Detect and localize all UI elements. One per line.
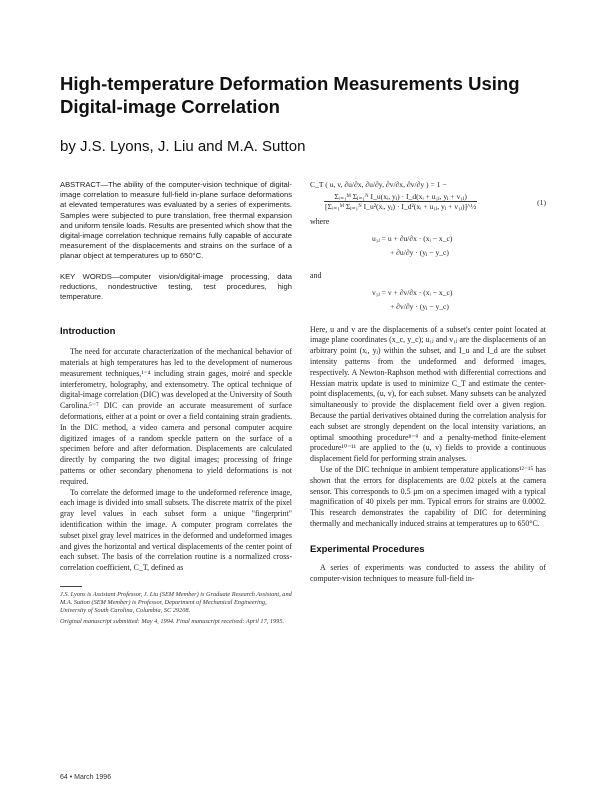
abstract-text: ABSTRACT—The ability of the computer-vision technique of digital-image correlation to measure full-field in-plane surface deformations at elevated temperatures was evaluated by a series of experiments. Samples were subjected to pure translation, free thermal expansion and uniform tensile loads. Results are presented which show that the digital-image correlation technique remains fully capable of accurate measurement of the displacements and strains on the surface of a planar object at temperatures up to 650°C. xyxy=(60,180,292,261)
introduction-paragraph-2: To correlate the deformed image to the undeformed reference image, each image is divided into small subsets. The discrete matrix of the pixel gray level values in each subset form a unique "fingerprint" identification within the image. A computer program correlates the subset pixel gray level matrices in the deformed and undeformed images and gives the horizontal and vertical displacements of the center point of each subset. The basis of the correlation routine is a normalized cross-correlation coefficient, C_T, defined as xyxy=(60,487,292,573)
equation-1-fraction xyxy=(324,192,477,211)
equation-1 xyxy=(310,180,546,211)
experimental-procedures-heading: Experimental Procedures xyxy=(310,543,425,555)
equation-1-numerator: Σᵢ₌₁ᴹ Σⱼ₌₁ᴺ I_u(xᵢ, yⱼ) · I_d(xᵢ + u₁ⱼ, yⱼ + v₁ⱼ) xyxy=(324,192,477,202)
and-label: and xyxy=(310,270,322,280)
right-column xyxy=(310,180,546,584)
page-footer: 64 • March 1996 xyxy=(60,774,112,781)
equation-u-line-1: u₁ⱼ = u + ∂u/∂x · (xᵢ − x_c) xyxy=(372,233,453,243)
right-paragraph-2: Use of the DIC technique in ambient temperature applications¹²⁻¹⁵ has shown that the errors for displacements are 0.02 pixels at the camera sensor. This corresponds to 0.5 μm on a specimen imaged with a typical magnification of 40 pixels per mm. Typical errors for strains are 0.0002. This research demonstrates the capability of DIC for determining thermally and mechanically induced strains at temperatures up to 650°C. xyxy=(310,464,546,528)
experimental-procedures-text: A series of experiments was conducted to assess the ability of computer-vision techniques to measure full-field in- xyxy=(310,562,546,583)
equation-u-displacement xyxy=(310,234,546,257)
article-title: High-temperature Deformation Measurements Using Digital-image Correlation xyxy=(60,73,520,117)
left-column xyxy=(60,180,292,626)
equation-v-line-1: v₁ⱼ = v + ∂v/∂x · (xᵢ − x_c) xyxy=(372,287,453,297)
equation-v-line-2: + ∂v/∂y · (yⱼ − y_c) xyxy=(390,301,449,311)
equation-1-number: (1) xyxy=(537,198,546,207)
footnote-divider xyxy=(60,586,82,587)
equation-1-lhs: C_T ( u, v, ∂u/∂x, ∂u/∂y, ∂v/∂x, ∂v/∂y ) = 1 − xyxy=(310,180,447,189)
equation-u-line-2: + ∂u/∂y · (yⱼ − y_c) xyxy=(390,247,449,257)
manuscript-dates-footnote: Original manuscript submitted: May 4, 1994. Final manuscript received: April 17, 1995. xyxy=(60,617,285,625)
right-paragraph-1: Here, u and v are the displacements of a subset's center point located at image plane coordinates (x_c, y_c); u₁ⱼ and v₁ⱼ are the displacements of an arbitrary point (xᵢ, yⱼ) within the subset, and I_u and I_d are the subset intensity patterns from the undeformed and deformed images, respectively. A Newton-Raphson method with differential corrections and Hessian matrix update is used to minimize C_T and estimate the center-point displacements, (u, v), for each subset. Many subsets can be analyzed simultaneously to provide the displacement field over a given region. Because the partial derivatives obtained during the correlation analysis for each subset are strongly dependent on the local intensity variations, an optimal smoothing procedure⁸⁻⁹ and a penalty-method finite-element procedure¹⁰⁻¹¹ are applied to the (u, v) fields to provide a continuous displacement field for performing strain analyses. xyxy=(310,324,546,464)
article-authors: by J.S. Lyons, J. Liu and M.A. Sutton xyxy=(60,138,306,155)
introduction-heading: Introduction xyxy=(60,326,116,338)
introduction-paragraph-1: The need for accurate characterization of the mechanical behavior of materials at high temperatures has led to the development of numerous measurement techniques,¹⁻⁴ including strain gages, moiré and speckle interferometry, holography, and extensometry. The optical technique of digital-image correlation (DIC) was developed at the University of South Carolina.⁵⁻⁷ DIC can provide an accurate measurement of surface deformations, either at a point or over a field containing strain gradients. In the DIC method, a video camera and personal computer acquire digitized images of a random speckle pattern on the surface of a specimen before and after deformation. Displacements are calculated directly by comparing the two digital images; processing of fringe patterns or other secondary phenomena to yield deformations is not required. xyxy=(60,347,292,486)
keywords-text: KEY WORDS—computer vision/digital-image processing, data reductions, nondestructive testing, test procedures, high temperature. xyxy=(60,271,292,302)
where-label: where xyxy=(310,217,330,226)
equation-1-denominator: [Σᵢ₌₁ᴹ Σⱼ₌₁ᴺ I_u²(xᵢ, yⱼ) · I_d²(xᵢ + u₁ⱼ, yⱼ + v₁ⱼ)]^½ xyxy=(325,202,477,211)
equation-v-displacement xyxy=(310,288,546,311)
author-affiliation-footnote: J.S. Lyons is Assistant Professor, J. Liu (SEM Member) is Graduate Research Assistant, and M.A. Sutton (SEM Member) is Professor, Department of Mechanical Engineering, University of South Carolina, Columbia, SC 29208. xyxy=(60,590,292,614)
